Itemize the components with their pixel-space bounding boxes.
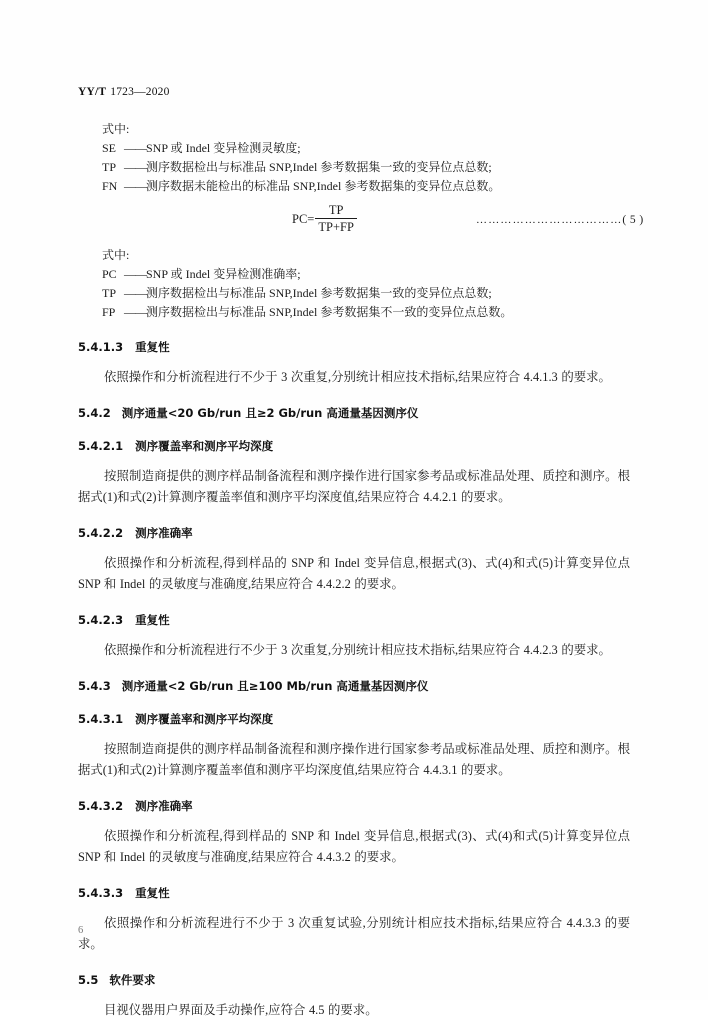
section-heading-5-4-3-2 (78, 798, 630, 814)
formula-legend-block-2 (102, 246, 630, 322)
section-number: 5.4.3.3 (78, 886, 124, 900)
equation-5 (292, 204, 357, 234)
where-label-1: 式中: (102, 122, 130, 136)
section-number: 5.4.2.2 (78, 526, 124, 540)
definition-text: 测序数据检出与标准品 SNP,Indel 参考数据集一致的变异位点总数; (146, 286, 492, 300)
section-number: 5.4.3 (78, 679, 111, 693)
equation-number-group (476, 214, 644, 226)
section-title: 软件要求 (109, 973, 156, 987)
section-title: 测序准确率 (135, 799, 193, 813)
definition-line (102, 284, 630, 303)
definition-symbol: PC (102, 267, 117, 281)
definition-dash: —— (124, 160, 146, 174)
section-title: 测序覆盖率和测序平均深度 (135, 439, 274, 453)
section-number: 5.4.2.1 (78, 439, 124, 453)
definition-line (102, 265, 630, 284)
section-heading-5-4-3-3 (78, 885, 630, 901)
standard-code: YY/T (78, 86, 107, 98)
definition-text: 测序数据检出与标准品 SNP,Indel 参考数据集不一致的变异位点总数。 (146, 305, 513, 319)
section-paragraph: 依照操作和分析流程进行不少于 3 次重复,分别统计相应技术指标,结果应符合 4.4.1.3 的要求。 (104, 370, 611, 384)
section-paragraph: 依照操作和分析流程,得到样品的 SNP 和 Indel 变异信息,根据式(3)、式(4)和式(5)计算变异位点 SNP 和 Indel 的灵敏度与准确度,结果应符合 4.4.2.2 的要求。 (78, 556, 630, 591)
section-title: 重复性 (135, 340, 170, 354)
section-number: 5.4.2.3 (78, 613, 124, 627)
definition-symbol: FN (102, 179, 118, 193)
section-title: 重复性 (135, 886, 170, 900)
formula-legend-block-1 (102, 120, 630, 196)
definition-dash: —— (124, 305, 146, 319)
definition-text: 测序数据未能检出的标准品 SNP,Indel 参考数据集的变异位点总数。 (146, 179, 501, 193)
section-title: 重复性 (135, 613, 170, 627)
section-number: 5.4.3.1 (78, 712, 124, 726)
section-number: 5.5 (78, 973, 99, 987)
section-title: 测序通量<2 Gb/run 且≥100 Mb/run 高通量基因测序仪 (121, 679, 429, 693)
definition-dash: —— (124, 286, 146, 300)
definition-symbol: TP (102, 286, 117, 300)
section-heading-5-5 (78, 972, 630, 988)
section-heading-5-4-2 (78, 405, 630, 421)
section-heading-5-4-1-3 (78, 339, 630, 355)
definition-text: SNP 或 Indel 变异检测灵敏度; (146, 141, 301, 155)
equation-equals: = (307, 211, 315, 226)
equation-fraction (315, 204, 357, 234)
section-heading-5-4-3 (78, 678, 630, 694)
definition-symbol: SE (102, 141, 117, 155)
page-content (78, 86, 644, 1034)
section-heading-5-4-2-2 (78, 525, 630, 541)
section-paragraph: 依照操作和分析流程进行不少于 3 次重复试验,分别统计相应技术指标,结果应符合 4.4.3.3 的要求。 (78, 916, 630, 951)
section-heading-5-4-3-1 (78, 711, 630, 727)
definition-dash: —— (124, 179, 146, 193)
equation-lhs: PC (292, 211, 308, 226)
section-paragraph: 按照制造商提供的测序样品制备流程和测序操作进行国家参考品或标准品处理、质控和测序。根据式(1)和式(2)计算测序覆盖率值和测序平均深度值,结果应符合 4.4.3.1 的要求。 (78, 742, 630, 777)
page-number: 6 (78, 925, 84, 936)
definition-dash: —— (124, 141, 146, 155)
section-paragraph: 依照操作和分析流程进行不少于 3 次重复,分别统计相应技术指标,结果应符合 4.4.2.3 的要求。 (104, 643, 611, 657)
where-label-2: 式中: (102, 248, 130, 262)
fraction-numerator: TP (328, 203, 344, 217)
fraction-denominator: TP+FP (318, 220, 354, 234)
definition-symbol: FP (102, 305, 116, 319)
equation-number: ( 5 ) (622, 214, 644, 226)
definition-symbol: TP (102, 160, 117, 174)
section-number: 5.4.1.3 (78, 340, 124, 354)
standard-number: 1723—2020 (110, 86, 170, 98)
section-number: 5.4.3.2 (78, 799, 124, 813)
definition-text: SNP 或 Indel 变异检测准确率; (146, 267, 301, 281)
section-paragraph: 目视仪器用户界面及手动操作,应符合 4.5 的要求。 (104, 1003, 378, 1017)
equation-5-row (78, 202, 644, 242)
definition-line (102, 177, 630, 196)
section-title: 测序准确率 (135, 526, 193, 540)
definition-text: 测序数据检出与标准品 SNP,Indel 参考数据集一致的变异位点总数; (146, 160, 492, 174)
definition-line (102, 139, 630, 158)
section-paragraph: 依照操作和分析流程,得到样品的 SNP 和 Indel 变异信息,根据式(3)、式(4)和式(5)计算变异位点 SNP 和 Indel 的灵敏度与准确度,结果应符合 4.4.3.2 的要求。 (78, 829, 630, 864)
section-heading-5-4-2-3 (78, 612, 630, 628)
definition-dash: —— (124, 267, 146, 281)
section-title: 测序通量<20 Gb/run 且≥2 Gb/run 高通量基因测序仪 (121, 406, 419, 420)
section-paragraph: 按照制造商提供的测序样品制备流程和测序操作进行国家参考品或标准品处理、质控和测序。根据式(1)和式(2)计算测序覆盖率值和测序平均深度值,结果应符合 4.4.2.1 的要求。 (78, 469, 630, 504)
section-number: 5.4.2 (78, 406, 111, 420)
dot-leader: ……………………………… (476, 214, 623, 226)
definition-line (102, 303, 630, 322)
section-heading-5-4-2-1 (78, 438, 630, 454)
running-header (78, 86, 630, 98)
section-title: 测序覆盖率和测序平均深度 (135, 712, 274, 726)
definition-line (102, 158, 630, 177)
